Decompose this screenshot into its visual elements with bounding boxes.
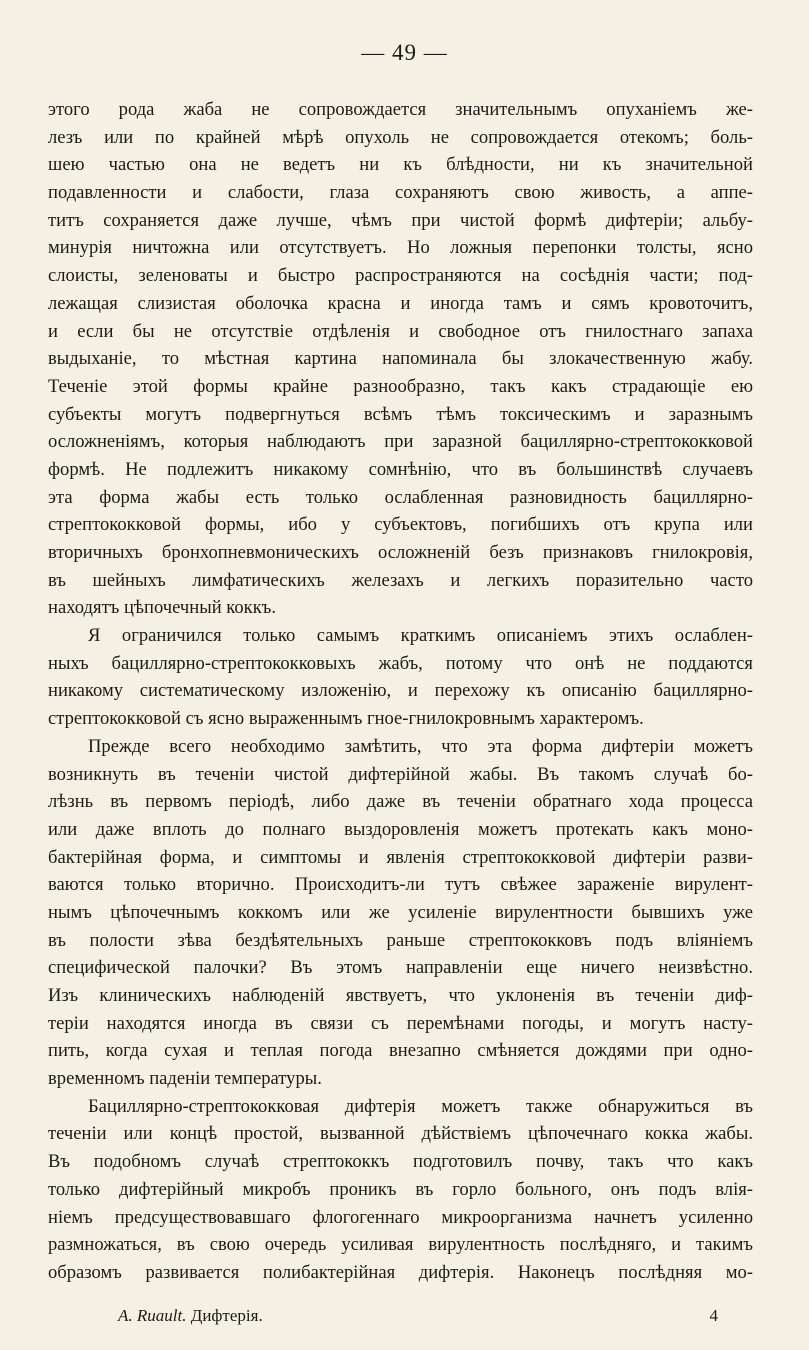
text-line: стрептококковой формы, ибо у субъектовъ, погибшихъ отъ крупа или bbox=[48, 514, 753, 536]
text-line: стрептококковой съ ясно выраженнымъ гное-гнилокровнымъ характеромъ. bbox=[48, 708, 644, 730]
text-line: Въ подобномъ случаѣ стрептококкъ подготовилъ почву, такъ что какъ bbox=[48, 1151, 753, 1173]
text-line: шею частью она не ведетъ ни къ блѣдности, ни къ значительной bbox=[48, 154, 753, 176]
text-line: образомъ развивается полибактерійная дифтерія. Наконецъ послѣдняя мо- bbox=[48, 1261, 753, 1283]
text-line: бактерійная форма, и симптомы и явленія стрептококковой дифтеріи разви- bbox=[48, 846, 753, 868]
text-line: нымъ цѣпочечнымъ коккомъ или же усиленіе вирулентности бывшихъ уже bbox=[48, 901, 753, 923]
text-line: слоисты, зеленоваты и быстро распространяются на сосѣднія части; под- bbox=[48, 265, 753, 287]
text-line: лежащая слизистая оболочка красна и иногда тамъ и сямъ кровоточитъ, bbox=[48, 292, 753, 314]
text-line: Я ограничился только самымъ краткимъ описаніемъ этихъ ослаблен- bbox=[88, 625, 753, 647]
text-line: Теченіе этой формы крайне разнообразно, такъ какъ страдающіе ею bbox=[48, 375, 753, 397]
footer-signature bbox=[118, 1306, 263, 1326]
text-line: субъекты могутъ подвергнуться всѣмъ тѣмъ токсическимъ и заразнымъ bbox=[48, 403, 753, 425]
text-line: ныхъ бациллярно-стрептококковыхъ жабъ, потому что онѣ не поддаются bbox=[48, 652, 753, 674]
text-line: лѣзнь въ первомъ періодѣ, либо даже въ теченіи обратнаго хода процесса bbox=[48, 791, 753, 813]
text-line: временномъ паденіи температуры. bbox=[48, 1068, 322, 1090]
text-line: Изъ клиническихъ наблюденій явствуетъ, что уклоненія въ теченіи диф- bbox=[48, 985, 753, 1006]
text-line: эта форма жабы есть только ослабленная разновидность бациллярно- bbox=[48, 486, 753, 508]
text-line: формѣ. Не подлежитъ никакому сомнѣнію, что въ большинствѣ случаевъ bbox=[48, 458, 753, 480]
text-line: теріи находятся иногда въ связи съ перемѣнами погоды, и могутъ насту- bbox=[48, 1012, 753, 1034]
text-line: въ шейныхъ лимфатическихъ железахъ и легкихъ поразительно часто bbox=[48, 569, 753, 591]
text-line: ніемъ предсуществовавшаго флогогеннаго микроорганизма начнетъ усиленно bbox=[48, 1206, 753, 1228]
text-line: Бациллярно-стрептококковая дифтерія можетъ также обнаружиться въ bbox=[88, 1095, 753, 1117]
page-footer bbox=[118, 1306, 718, 1332]
text-line: пить, когда сухая и теплая погода внезапно смѣняется дождями при одно- bbox=[48, 1040, 753, 1062]
text-line: ваются только вторично. Происходитъ-ли тутъ свѣжее зараженіе вирулент- bbox=[48, 874, 753, 896]
text-line: и если бы не отсутствіе отдѣленія и свободное отъ гнилостнаго запаха bbox=[48, 320, 753, 342]
text-line: осложненіямъ, которыя наблюдаютъ при заразной бациллярно-стрептококковой bbox=[48, 431, 753, 453]
text-line: выдыханіе, то мѣстная картина напоминала бы злокачественную жабу. bbox=[48, 348, 753, 370]
body-text bbox=[48, 96, 753, 1287]
text-line: размножаться, въ свою очередь усиливая вирулентность послѣдняго, и такимъ bbox=[48, 1234, 753, 1256]
text-line: только дифтерійный микробъ проникъ въ горло больного, онъ подъ влія- bbox=[48, 1178, 753, 1200]
text-line: въ полости зѣва бездѣятельныхъ раньше стрептококковъ подъ вліяніемъ bbox=[48, 929, 753, 951]
footer-title: Дифтерія. bbox=[190, 1306, 263, 1325]
text-line: вторичныхъ бронхопневмоническихъ осложненій безъ признаковъ гнилокровія, bbox=[48, 542, 753, 563]
text-line: находятъ цѣпочечный коккъ. bbox=[48, 597, 277, 619]
text-line: этого рода жаба не сопровождается значительнымъ опуханіемъ же- bbox=[48, 99, 753, 120]
text-line: специфической палочки? Въ этомъ направленіи еще ничего неизвѣстно. bbox=[48, 957, 753, 979]
text-line: титъ сохраняется даже лучше, чѣмъ при чистой формѣ дифтеріи; альбу- bbox=[48, 209, 753, 231]
text-line: возникнуть въ теченіи чистой дифтерійной жабы. Въ такомъ случаѣ бо- bbox=[48, 763, 753, 785]
text-line: лезъ или по крайней мѣрѣ опухоль не сопровождается отекомъ; боль- bbox=[48, 126, 753, 148]
text-line: подавленности и слабости, глаза сохраняютъ свою живость, а аппе- bbox=[48, 182, 753, 204]
footer-sheet-number: 4 bbox=[709, 1306, 718, 1325]
text-line: или даже вплоть до полнаго выздоровленія можетъ протекать какъ моно- bbox=[48, 818, 753, 840]
text-line: минурія ничтожна или отсутствуетъ. Но ложныя перепонки толсты, ясно bbox=[48, 237, 753, 259]
footer-author: А. Ruault. bbox=[118, 1306, 187, 1325]
text-line: Прежде всего необходимо замѣтить, что эта форма дифтеріи можетъ bbox=[88, 735, 753, 757]
page-number: — 49 — bbox=[361, 40, 448, 65]
text-line: теченіи или концѣ простой, вызванной дѣйствіемъ цѣпочечнаго кокка жабы. bbox=[48, 1123, 753, 1145]
text-line: никакому систематическому изложенію, и перехожу къ описанію бациллярно- bbox=[48, 680, 753, 702]
